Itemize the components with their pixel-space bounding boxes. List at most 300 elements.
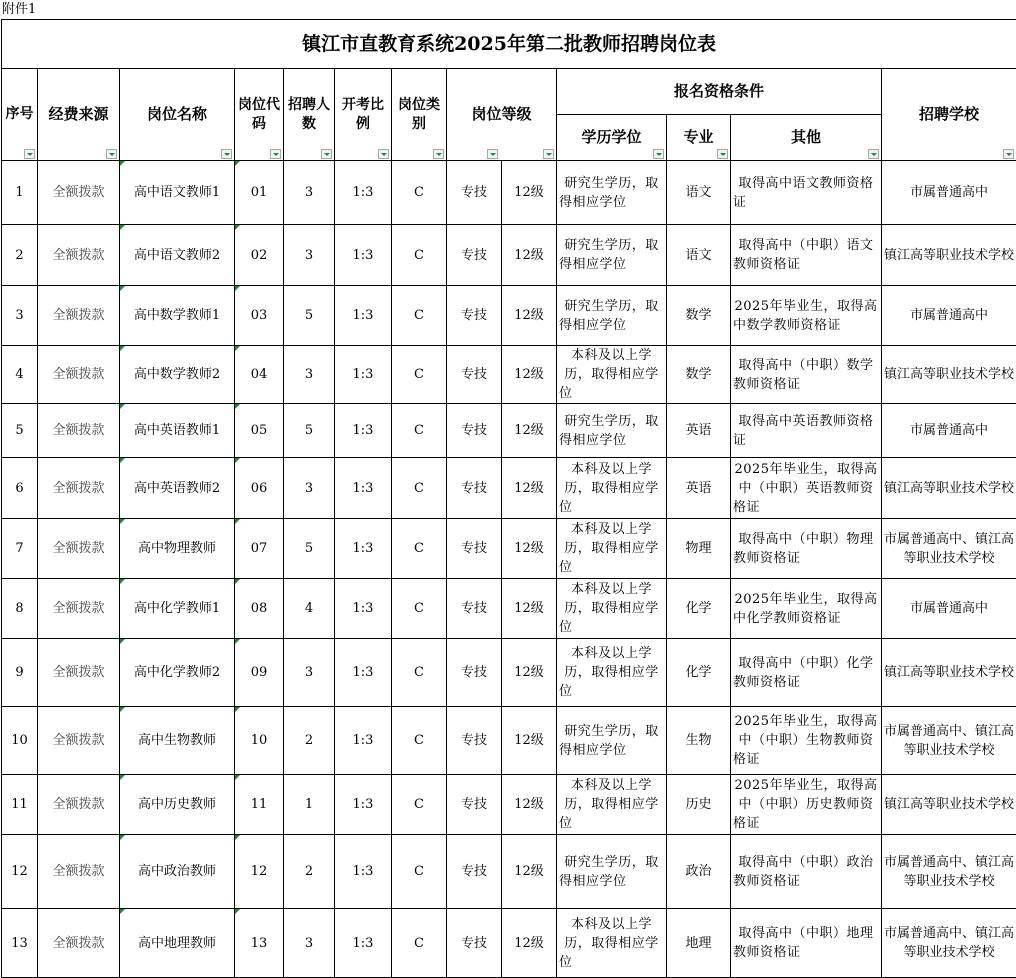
note-marker-icon	[120, 775, 125, 780]
cell-seq[interactable]	[2, 346, 38, 404]
cell-fund[interactable]	[38, 286, 120, 346]
cell-grade-type-text: 专技	[449, 479, 499, 498]
cell-other[interactable]	[731, 161, 882, 225]
cell-grade-type[interactable]	[447, 775, 502, 835]
cell-count[interactable]	[284, 286, 335, 346]
cell-grade-level[interactable]	[502, 835, 557, 909]
cell-major-text: 数学	[669, 365, 728, 384]
header-seq[interactable]: 序号	[2, 69, 38, 161]
cell-degree[interactable]	[557, 161, 667, 225]
cell-post-code[interactable]	[235, 404, 284, 458]
cell-other[interactable]	[731, 909, 882, 978]
cell-seq-text: 12	[4, 862, 35, 881]
cell-post-code[interactable]	[235, 835, 284, 909]
cell-school-text: 镇江高等职业技术学校	[884, 795, 1014, 814]
cell-post-name-text: 高中物理教师	[122, 539, 232, 558]
note-marker-icon	[235, 835, 240, 840]
cell-seq[interactable]	[2, 161, 38, 225]
table-row	[2, 775, 1016, 835]
cell-count[interactable]	[284, 909, 335, 978]
cell-degree-text: 本科及以上学历，取得相应学位	[559, 460, 664, 517]
cell-fund[interactable]	[38, 225, 120, 286]
cell-seq-text: 4	[4, 365, 35, 384]
cell-ratio-text: 1:3	[337, 862, 389, 881]
cell-seq[interactable]	[2, 286, 38, 346]
cell-category[interactable]	[392, 775, 447, 835]
cell-count-text: 3	[286, 663, 332, 682]
header-fund[interactable]: 经费来源	[38, 69, 120, 161]
cell-fund[interactable]	[38, 404, 120, 458]
cell-category[interactable]	[392, 707, 447, 775]
cell-ratio[interactable]	[335, 161, 392, 225]
cell-fund[interactable]	[38, 519, 120, 579]
cell-degree-text: 研究生学历，取得相应学位	[559, 236, 664, 274]
cell-post-name-text: 高中语文教师1	[122, 183, 232, 202]
cell-seq[interactable]	[2, 404, 38, 458]
cell-major-text: 英语	[669, 479, 728, 498]
cell-ratio[interactable]	[335, 707, 392, 775]
cell-degree[interactable]	[557, 225, 667, 286]
cell-post-name[interactable]	[120, 225, 235, 286]
cell-school[interactable]	[882, 161, 1016, 225]
cell-seq[interactable]	[2, 775, 38, 835]
cell-major[interactable]	[667, 639, 731, 707]
cell-school-text: 镇江高等职业技术学校	[884, 663, 1014, 682]
header-ratio[interactable]: 开考比例	[335, 69, 392, 161]
cell-post-code[interactable]	[235, 286, 284, 346]
note-marker-icon	[120, 404, 125, 409]
table-row	[2, 346, 1016, 404]
cell-grade-level[interactable]	[502, 346, 557, 404]
cell-major[interactable]	[667, 775, 731, 835]
table-row	[2, 579, 1016, 639]
cell-count-text: 4	[286, 599, 332, 618]
cell-other[interactable]	[731, 835, 882, 909]
cell-post-name-text: 高中语文教师2	[122, 246, 232, 265]
cell-post-name-text: 高中英语教师2	[122, 479, 232, 498]
cell-ratio[interactable]	[335, 404, 392, 458]
cell-grade-type[interactable]	[447, 909, 502, 978]
cell-count-text: 3	[286, 246, 332, 265]
cell-category[interactable]	[392, 909, 447, 978]
cell-ratio[interactable]	[335, 579, 392, 639]
cell-count-text: 2	[286, 862, 332, 881]
cell-other[interactable]	[731, 579, 882, 639]
cell-major-text: 历史	[669, 795, 728, 814]
cell-degree[interactable]	[557, 909, 667, 978]
cell-count[interactable]	[284, 775, 335, 835]
cell-post-name[interactable]	[120, 458, 235, 519]
cell-grade-type[interactable]	[447, 707, 502, 775]
cell-post-name[interactable]	[120, 579, 235, 639]
cell-category[interactable]	[392, 161, 447, 225]
filter-dropdown-icon[interactable]	[653, 149, 664, 159]
note-marker-icon	[120, 161, 125, 166]
cell-other[interactable]	[731, 346, 882, 404]
cell-school[interactable]	[882, 404, 1016, 458]
filter-dropdown-icon[interactable]	[378, 149, 389, 159]
cell-post-name[interactable]	[120, 519, 235, 579]
cell-post-name[interactable]	[120, 835, 235, 909]
cell-ratio-text: 1:3	[337, 934, 389, 953]
cell-seq-text: 2	[4, 246, 35, 265]
cell-degree[interactable]	[557, 519, 667, 579]
cell-post-code[interactable]	[235, 458, 284, 519]
filter-dropdown-icon[interactable]	[321, 149, 332, 159]
cell-grade-level[interactable]	[502, 286, 557, 346]
cell-post-code-text: 11	[237, 795, 281, 814]
header-other[interactable]: 其他	[731, 115, 882, 161]
cell-post-name[interactable]	[120, 639, 235, 707]
cell-school[interactable]	[882, 639, 1016, 707]
cell-ratio[interactable]	[335, 775, 392, 835]
cell-ratio-text: 1:3	[337, 306, 389, 325]
cell-fund[interactable]	[38, 707, 120, 775]
cell-other[interactable]	[731, 519, 882, 579]
note-marker-icon	[120, 519, 125, 524]
cell-grade-level[interactable]	[502, 161, 557, 225]
cell-count[interactable]	[284, 404, 335, 458]
cell-degree[interactable]	[557, 579, 667, 639]
cell-degree-text: 本科及以上学历，取得相应学位	[559, 915, 664, 972]
cell-fund-text: 全额拨款	[40, 862, 117, 881]
note-marker-icon	[235, 707, 240, 712]
cell-grade-type[interactable]	[447, 225, 502, 286]
cell-degree-text: 研究生学历，取得相应学位	[559, 297, 664, 335]
cell-post-name[interactable]	[120, 404, 235, 458]
cell-category[interactable]	[392, 639, 447, 707]
cell-post-name-text: 高中历史教师	[122, 795, 232, 814]
cell-degree[interactable]	[557, 404, 667, 458]
note-marker-icon	[120, 286, 125, 291]
cell-other-text: 取得高中英语教师资格证	[733, 412, 879, 450]
cell-category[interactable]	[392, 286, 447, 346]
cell-school[interactable]	[882, 286, 1016, 346]
filter-dropdown-icon[interactable]	[433, 149, 444, 159]
cell-grade-level-text: 12级	[504, 934, 554, 953]
cell-grade-type[interactable]	[447, 579, 502, 639]
cell-school[interactable]	[882, 519, 1016, 579]
table-row	[2, 835, 1016, 909]
cell-degree[interactable]	[557, 775, 667, 835]
cell-grade-type[interactable]	[447, 835, 502, 909]
cell-other-text: 2025年毕业生，取得高中（中职）历史教师资格证	[733, 776, 879, 833]
cell-school[interactable]	[882, 707, 1016, 775]
cell-post-code-text: 12	[237, 862, 281, 881]
cell-fund[interactable]	[38, 909, 120, 978]
header-post-name[interactable]: 岗位名称	[120, 69, 235, 161]
cell-grade-level[interactable]	[502, 909, 557, 978]
cell-category[interactable]	[392, 519, 447, 579]
cell-major[interactable]	[667, 458, 731, 519]
cell-grade-level-text: 12级	[504, 306, 554, 325]
filter-dropdown-icon[interactable]	[221, 149, 232, 159]
header-grade[interactable]: 岗位等级	[447, 69, 557, 161]
filter-dropdown-icon[interactable]	[487, 149, 498, 159]
cell-category[interactable]	[392, 404, 447, 458]
filter-dropdown-icon[interactable]	[717, 149, 728, 159]
cell-grade-type[interactable]	[447, 286, 502, 346]
cell-grade-level[interactable]	[502, 707, 557, 775]
cell-major-text: 语文	[669, 246, 728, 265]
cell-post-code[interactable]	[235, 579, 284, 639]
cell-count[interactable]	[284, 346, 335, 404]
cell-seq-text: 9	[4, 663, 35, 682]
cell-major[interactable]	[667, 835, 731, 909]
cell-post-code[interactable]	[235, 346, 284, 404]
filter-dropdown-icon[interactable]	[543, 149, 554, 159]
cell-count[interactable]	[284, 458, 335, 519]
cell-post-name[interactable]	[120, 775, 235, 835]
cell-count[interactable]	[284, 161, 335, 225]
note-marker-icon	[235, 579, 240, 584]
cell-post-name-text: 高中政治教师	[122, 862, 232, 881]
cell-category[interactable]	[392, 458, 447, 519]
cell-school[interactable]	[882, 225, 1016, 286]
cell-grade-level[interactable]	[502, 458, 557, 519]
cell-ratio[interactable]	[335, 519, 392, 579]
cell-count[interactable]	[284, 835, 335, 909]
cell-major[interactable]	[667, 404, 731, 458]
cell-grade-level-text: 12级	[504, 365, 554, 384]
cell-category-text: C	[394, 306, 444, 325]
cell-major[interactable]	[667, 519, 731, 579]
filter-dropdown-icon[interactable]	[270, 149, 281, 159]
cell-school[interactable]	[882, 458, 1016, 519]
cell-seq[interactable]	[2, 458, 38, 519]
cell-category[interactable]	[392, 225, 447, 286]
cell-grade-type-text: 专技	[449, 539, 499, 558]
cell-category[interactable]	[392, 346, 447, 404]
cell-fund[interactable]	[38, 458, 120, 519]
cell-major[interactable]	[667, 346, 731, 404]
cell-category[interactable]	[392, 835, 447, 909]
cell-ratio[interactable]	[335, 639, 392, 707]
cell-fund-text: 全额拨款	[40, 599, 117, 618]
cell-school[interactable]	[882, 346, 1016, 404]
cell-ratio[interactable]	[335, 909, 392, 978]
cell-seq[interactable]	[2, 707, 38, 775]
cell-count[interactable]	[284, 707, 335, 775]
cell-category-text: C	[394, 183, 444, 202]
cell-grade-level[interactable]	[502, 404, 557, 458]
cell-category[interactable]	[392, 579, 447, 639]
cell-grade-level-text: 12级	[504, 183, 554, 202]
cell-post-name[interactable]	[120, 707, 235, 775]
cell-post-code[interactable]	[235, 775, 284, 835]
cell-post-code[interactable]	[235, 225, 284, 286]
cell-degree[interactable]	[557, 835, 667, 909]
filter-dropdown-icon[interactable]	[24, 149, 35, 159]
cell-grade-level[interactable]	[502, 639, 557, 707]
cell-grade-level-text: 12级	[504, 246, 554, 265]
cell-degree[interactable]	[557, 286, 667, 346]
cell-seq-text: 11	[4, 795, 35, 814]
cell-post-name[interactable]	[120, 909, 235, 978]
filter-dropdown-icon[interactable]	[1003, 149, 1014, 159]
attachment-label: 附件1	[2, 1, 36, 19]
cell-ratio[interactable]	[335, 458, 392, 519]
cell-seq[interactable]	[2, 639, 38, 707]
table-row	[2, 225, 1016, 286]
note-marker-icon	[120, 835, 125, 840]
header-major[interactable]: 专业	[667, 115, 731, 161]
cell-category-text: C	[394, 479, 444, 498]
table-row	[2, 404, 1016, 458]
cell-school-text: 镇江高等职业技术学校	[884, 365, 1014, 384]
cell-major[interactable]	[667, 161, 731, 225]
cell-seq[interactable]	[2, 579, 38, 639]
cell-post-code[interactable]	[235, 519, 284, 579]
note-marker-icon	[235, 458, 240, 463]
note-marker-icon	[235, 775, 240, 780]
cell-count[interactable]	[284, 519, 335, 579]
cell-fund[interactable]	[38, 835, 120, 909]
cell-post-code-text: 07	[237, 539, 281, 558]
cell-grade-type-text: 专技	[449, 246, 499, 265]
cell-major[interactable]	[667, 909, 731, 978]
cell-grade-level[interactable]	[502, 579, 557, 639]
cell-ratio[interactable]	[335, 835, 392, 909]
cell-grade-level[interactable]	[502, 225, 557, 286]
cell-seq[interactable]	[2, 519, 38, 579]
cell-grade-type-text: 专技	[449, 934, 499, 953]
cell-post-name[interactable]	[120, 346, 235, 404]
cell-degree[interactable]	[557, 639, 667, 707]
cell-fund[interactable]	[38, 639, 120, 707]
cell-major-text: 化学	[669, 599, 728, 618]
cell-major[interactable]	[667, 286, 731, 346]
cell-other[interactable]	[731, 775, 882, 835]
cell-school-text: 市属普通高中、镇江高等职业技术学校	[884, 722, 1014, 760]
cell-seq[interactable]	[2, 835, 38, 909]
cell-fund-text: 全额拨款	[40, 479, 117, 498]
cell-grade-type[interactable]	[447, 346, 502, 404]
cell-post-name-text: 高中生物教师	[122, 731, 232, 750]
cell-school-text: 市属普通高中	[884, 183, 1014, 202]
note-marker-icon	[235, 286, 240, 291]
cell-major[interactable]	[667, 225, 731, 286]
cell-count[interactable]	[284, 639, 335, 707]
cell-grade-type[interactable]	[447, 161, 502, 225]
cell-category-text: C	[394, 862, 444, 881]
cell-major[interactable]	[667, 579, 731, 639]
cell-fund[interactable]	[38, 161, 120, 225]
cell-ratio[interactable]	[335, 286, 392, 346]
header-category[interactable]: 岗位类别	[392, 69, 447, 161]
cell-fund-text: 全额拨款	[40, 246, 117, 265]
cell-school-text: 市属普通高中、镇江高等职业技术学校	[884, 530, 1014, 568]
cell-grade-type[interactable]	[447, 519, 502, 579]
cell-seq[interactable]	[2, 909, 38, 978]
cell-ratio-text: 1:3	[337, 539, 389, 558]
cell-post-code[interactable]	[235, 161, 284, 225]
cell-post-code-text: 10	[237, 731, 281, 750]
cell-grade-level[interactable]	[502, 519, 557, 579]
cell-post-name[interactable]	[120, 286, 235, 346]
cell-post-code[interactable]	[235, 707, 284, 775]
cell-grade-type[interactable]	[447, 458, 502, 519]
header-school[interactable]: 招聘学校	[882, 69, 1016, 161]
note-marker-icon	[120, 909, 125, 914]
cell-other[interactable]	[731, 225, 882, 286]
cell-other[interactable]	[731, 286, 882, 346]
cell-grade-type[interactable]	[447, 404, 502, 458]
header-degree[interactable]: 学历学位	[557, 115, 667, 161]
cell-other[interactable]	[731, 458, 882, 519]
cell-major[interactable]	[667, 707, 731, 775]
cell-count[interactable]	[284, 579, 335, 639]
cell-degree[interactable]	[557, 707, 667, 775]
cell-fund-text: 全额拨款	[40, 934, 117, 953]
cell-other[interactable]	[731, 639, 882, 707]
note-marker-icon	[120, 346, 125, 351]
cell-grade-level[interactable]	[502, 775, 557, 835]
cell-other[interactable]	[731, 707, 882, 775]
header-post-code[interactable]: 岗位代码	[235, 69, 284, 161]
cell-degree[interactable]	[557, 346, 667, 404]
cell-fund[interactable]	[38, 579, 120, 639]
cell-grade-type-text: 专技	[449, 663, 499, 682]
cell-grade-type-text: 专技	[449, 365, 499, 384]
cell-ratio[interactable]	[335, 225, 392, 286]
cell-ratio-text: 1:3	[337, 599, 389, 618]
note-marker-icon	[235, 225, 240, 230]
cell-ratio-text: 1:3	[337, 365, 389, 384]
note-marker-icon	[235, 639, 240, 644]
note-marker-icon	[235, 161, 240, 166]
cell-degree-text: 本科及以上学历，取得相应学位	[559, 580, 664, 637]
table-row	[2, 458, 1016, 519]
header-qualification: 报名资格条件	[557, 69, 882, 115]
cell-count-text: 5	[286, 421, 332, 440]
cell-ratio[interactable]	[335, 346, 392, 404]
cell-category-text: C	[394, 663, 444, 682]
cell-fund[interactable]	[38, 346, 120, 404]
cell-school[interactable]	[882, 909, 1016, 978]
cell-post-code[interactable]	[235, 909, 284, 978]
cell-fund-text: 全额拨款	[40, 731, 117, 750]
cell-other-text: 取得高中（中职）语文教师资格证	[733, 236, 879, 274]
cell-other[interactable]	[731, 404, 882, 458]
cell-fund-text: 全额拨款	[40, 183, 117, 202]
cell-count[interactable]	[284, 225, 335, 286]
cell-post-name[interactable]	[120, 161, 235, 225]
cell-fund[interactable]	[38, 775, 120, 835]
cell-school-text: 镇江高等职业技术学校	[884, 479, 1014, 498]
cell-grade-type[interactable]	[447, 639, 502, 707]
cell-fund-text: 全额拨款	[40, 663, 117, 682]
cell-post-code[interactable]	[235, 639, 284, 707]
cell-degree[interactable]	[557, 458, 667, 519]
cell-school[interactable]	[882, 775, 1016, 835]
cell-seq-text: 1	[4, 183, 35, 202]
cell-ratio-text: 1:3	[337, 479, 389, 498]
cell-ratio-text: 1:3	[337, 731, 389, 750]
cell-grade-level-text: 12级	[504, 862, 554, 881]
cell-school[interactable]	[882, 579, 1016, 639]
cell-school-text: 市属普通高中、镇江高等职业技术学校	[884, 924, 1014, 962]
cell-count-text: 5	[286, 539, 332, 558]
cell-seq-text: 8	[4, 599, 35, 618]
cell-seq[interactable]	[2, 225, 38, 286]
filter-dropdown-icon[interactable]	[868, 149, 879, 159]
cell-school[interactable]	[882, 835, 1016, 909]
note-marker-icon	[120, 707, 125, 712]
filter-dropdown-icon[interactable]	[106, 149, 117, 159]
header-count[interactable]: 招聘人数	[284, 69, 335, 161]
cell-degree-text: 研究生学历，取得相应学位	[559, 853, 664, 891]
